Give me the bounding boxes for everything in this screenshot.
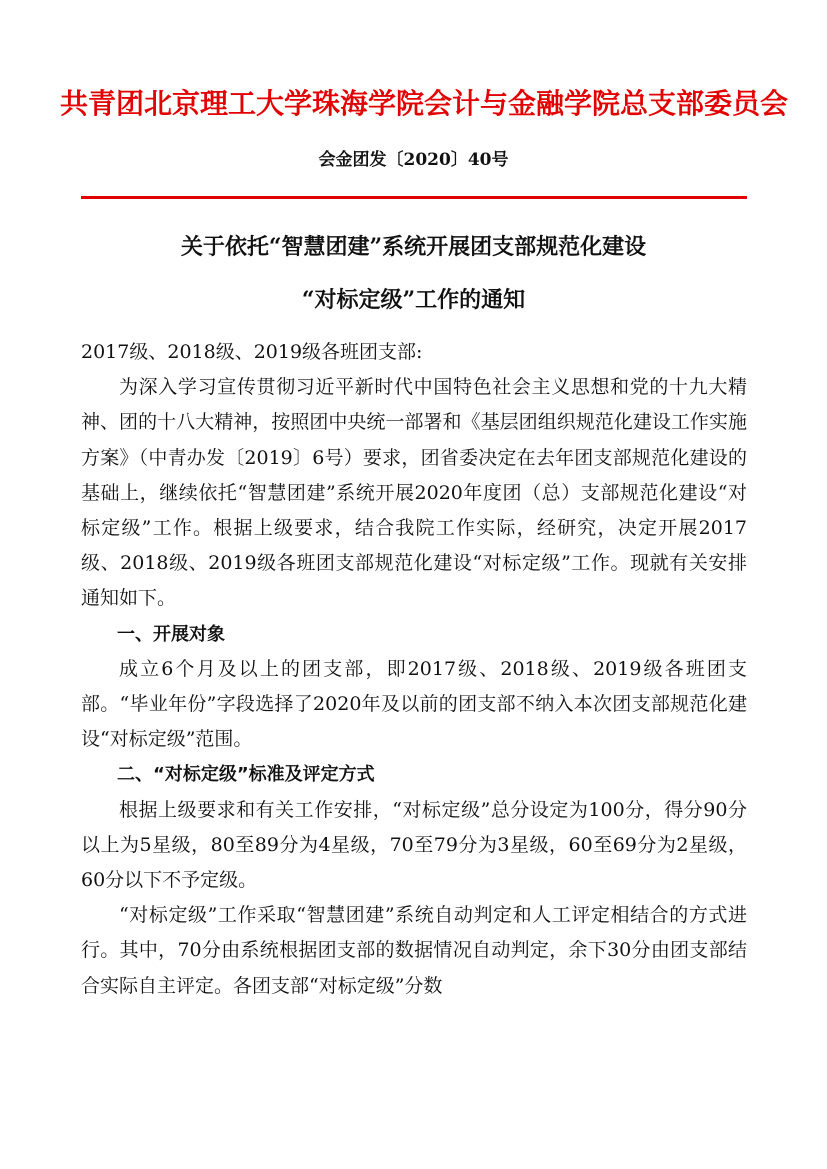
document-number: 会金团发〔2020〕40号 — [318, 150, 509, 170]
notice-title-line-1: 关于依托“智慧团建”系统开展团支部规范化建设 — [180, 234, 647, 260]
section-heading-standards: 二、“对标定级”标准及评定方式 — [117, 764, 375, 786]
paragraph-scoring: 根据上级要求和有关工作安排，“对标定级”总分设定为100分，得分90分以上为5星级，80至89分为4星级，70至79分为3星级，60至69分为2星级，60分以下不予定级。 — [81, 798, 747, 892]
notice-body — [81, 335, 747, 1004]
paragraph-targets: 成立6个月及以上的团支部，即2017级、2018级、2019级各班团支部。“毕业年份”字段选择了2020年及以前的团支部不纳入本次团支部规范化建设“对标定级”范围。 — [81, 657, 747, 751]
red-divider — [81, 196, 747, 199]
organization-header: 共青团北京理工大学珠海学院会计与金融学院总支部委员会 — [60, 87, 789, 120]
paragraph-intro: 为深入学习宣传贯彻习近平新时代中国特色社会主义思想和党的十九大精神、团的十八大精神，按照团中央统一部署和《基层团组织规范化建设工作实施方案》（中青办发〔2019〕6号）要求，团省委决定在去年团支部规范化建设的基础上，继续依托“智慧团建”系统开展2020年度团（总）支部规范化建设“对标定级”工作。根据上级要求，结合我院工作实际，经研究，决定开展2017级、2018级、2019级各班团支部规范化建设“对标定级”工作。现就有关安排通知如下。 — [81, 376, 747, 610]
notice-title-line-2: “对标定级”工作的通知 — [301, 287, 526, 313]
salutation: 2017级、2018级、2019级各班团支部: — [81, 341, 423, 363]
paragraph-evaluation-method: “对标定级”工作采取“智慧团建”系统自动判定和人工评定相结合的方式进行。其中，70分由系统根据团支部的数据情况自动判定，余下30分由团支部结合实际自主评定。各团支部“对标定级”分数 — [81, 904, 747, 997]
section-heading-targets: 一、开展对象 — [117, 623, 225, 645]
